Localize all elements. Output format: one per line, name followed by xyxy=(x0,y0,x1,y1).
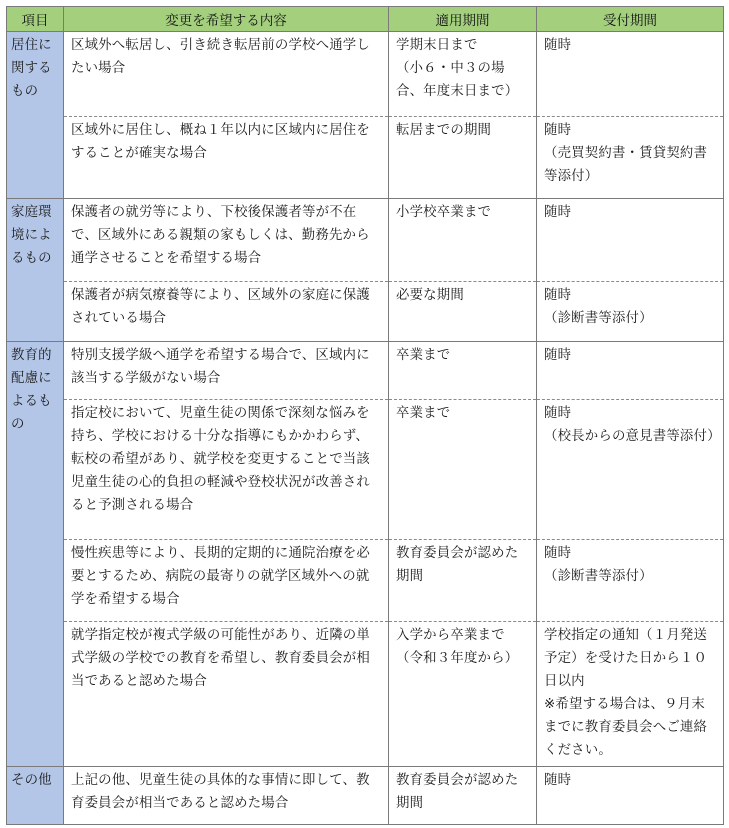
table-row xyxy=(7,540,724,622)
row-period: 卒業まで xyxy=(389,400,537,540)
category-education: 教育的配慮によるもの xyxy=(7,342,64,767)
category-other: その他 xyxy=(7,767,64,825)
row-reception: 学校指定の通知（１月発送予定）を受けた日から１０日以内 ※希望する場合は、９月末までに教育委員会へご連絡ください。 xyxy=(537,622,724,767)
table-row xyxy=(7,282,724,342)
row-reception: 随時 （診断書等添付） xyxy=(537,540,724,622)
row-description: 区域外へ転居し、引き続き転居前の学校へ通学したい場合 xyxy=(64,32,389,117)
category-family: 家庭環境によるもの xyxy=(7,199,64,342)
row-reception: 随時 xyxy=(537,342,724,400)
row-reception: 随時 （校長からの意見書等添付） xyxy=(537,400,724,540)
row-description: 就学指定校が複式学級の可能性があり、近隣の単式学級の学校での教育を希望し、教育委員会が相当であると認めた場合 xyxy=(64,622,389,767)
row-reception: 随時 （診断書等添付） xyxy=(537,282,724,342)
school-change-table xyxy=(6,6,724,825)
row-description: 上記の他、児童生徒の具体的な事情に即して、教育委員会が相当であると認めた場合 xyxy=(64,767,389,825)
header-reception: 受付期間 xyxy=(537,7,724,32)
table-row xyxy=(7,342,724,400)
row-description: 保護者が病気療養等により、区域外の家庭に保護されている場合 xyxy=(64,282,389,342)
row-reception: 随時 xyxy=(537,767,724,825)
table-row xyxy=(7,767,724,825)
row-period: 必要な期間 xyxy=(389,282,537,342)
row-period: 入学から卒業まで （令和３年度から） xyxy=(389,622,537,767)
header-row xyxy=(7,7,724,32)
row-period: 学期末日まで （小６・中３の場合、年度末日まで） xyxy=(389,32,537,117)
row-description: 指定校において、児童生徒の関係で深刻な悩みを持ち、学校における十分な指導にもかかわらず、転校の希望があり、就学校を変更することで当該児童生徒の心的負担の軽減や登校状況が改善されると予測される場合 xyxy=(64,400,389,540)
table-row xyxy=(7,32,724,117)
header-period: 適用期間 xyxy=(389,7,537,32)
row-reception: 随時 xyxy=(537,32,724,117)
table-row xyxy=(7,199,724,282)
row-period: 教育委員会が認めた期間 xyxy=(389,767,537,825)
row-description: 特別支援学級へ通学を希望する場合で、区域内に該当する学級がない場合 xyxy=(64,342,389,400)
row-period: 卒業まで xyxy=(389,342,537,400)
row-period: 転居までの期間 xyxy=(389,117,537,199)
category-residence: 居住に関するもの xyxy=(7,32,64,199)
row-reception: 随時 xyxy=(537,199,724,282)
row-reception: 随時 （売買契約書・賃貸契約書等添付） xyxy=(537,117,724,199)
row-description: 区域外に居住し、概ね１年以内に区域内に居住をすることが確実な場合 xyxy=(64,117,389,199)
header-description: 変更を希望する内容 xyxy=(64,7,389,32)
table-row xyxy=(7,117,724,199)
header-category: 項目 xyxy=(7,7,64,32)
table-row xyxy=(7,622,724,767)
row-description: 保護者の就労等により、下校後保護者等が不在で、区域外にある親類の家もしくは、勤務先から通学させることを希望する場合 xyxy=(64,199,389,282)
row-description: 慢性疾患等により、長期的定期的に通院治療を必要とするため、病院の最寄りの就学区域外への就学を希望する場合 xyxy=(64,540,389,622)
table-row xyxy=(7,400,724,540)
row-period: 小学校卒業まで xyxy=(389,199,537,282)
row-period: 教育委員会が認めた期間 xyxy=(389,540,537,622)
